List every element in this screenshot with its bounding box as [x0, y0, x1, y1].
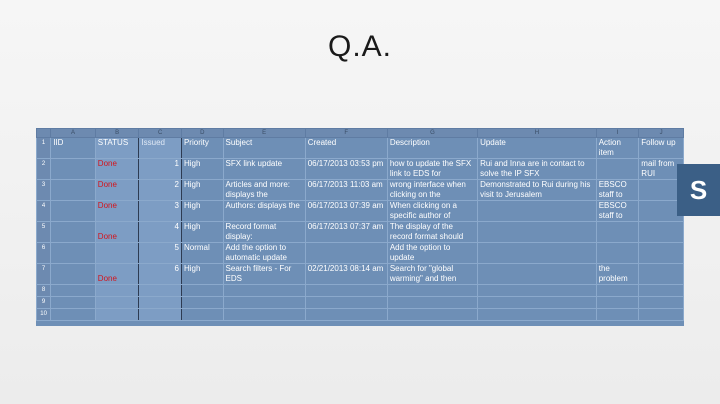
header-cell-id[interactable]: IID	[51, 138, 96, 159]
cell[interactable]	[639, 297, 684, 309]
cell[interactable]	[478, 297, 597, 309]
cell[interactable]	[181, 309, 223, 321]
row-number[interactable]: 2	[37, 159, 51, 180]
issued-cell[interactable]: 3	[139, 201, 182, 222]
cell[interactable]	[596, 297, 639, 309]
status-cell[interactable]	[95, 243, 139, 264]
table-row	[37, 264, 684, 285]
column-letter-row	[37, 129, 684, 138]
priority-cell[interactable]: High	[181, 264, 223, 285]
table-row	[37, 201, 684, 222]
column-letter[interactable]: D	[181, 129, 223, 138]
id-cell[interactable]	[51, 222, 96, 243]
empty-row	[37, 285, 684, 297]
action-cell[interactable]: EBSCO staff to	[596, 201, 639, 222]
cell[interactable]	[139, 285, 182, 297]
cell[interactable]	[95, 297, 139, 309]
row-number[interactable]: 6	[37, 243, 51, 264]
priority-cell[interactable]: High	[181, 159, 223, 180]
header-cell-action[interactable]: Action item	[596, 138, 639, 159]
follow-cell[interactable]: mail from RUI	[639, 159, 684, 180]
column-letter[interactable]: F	[305, 129, 387, 138]
subject-cell[interactable]: Record format display:	[223, 222, 305, 243]
description-cell[interactable]: Add the option to update	[387, 243, 477, 264]
subject-cell[interactable]: Add the option to automatic update	[223, 243, 305, 264]
cell[interactable]	[639, 285, 684, 297]
cell[interactable]	[387, 309, 477, 321]
description-cell[interactable]: Search for "global warming" and then	[387, 264, 477, 285]
row-number[interactable]: 1	[37, 138, 51, 159]
cell[interactable]	[223, 309, 305, 321]
spreadsheet-screenshot	[36, 128, 684, 326]
status-cell[interactable]: Done	[95, 201, 139, 222]
row-number[interactable]: 5	[37, 222, 51, 243]
cell[interactable]	[139, 309, 182, 321]
subject-cell[interactable]: Search filters - For EDS	[223, 264, 305, 285]
id-cell[interactable]	[51, 201, 96, 222]
row-number[interactable]: 7	[37, 264, 51, 285]
column-letter[interactable]: I	[596, 129, 639, 138]
row-number[interactable]: 10	[37, 309, 51, 321]
cell[interactable]	[596, 285, 639, 297]
row-number[interactable]: 3	[37, 180, 51, 201]
action-cell[interactable]	[596, 159, 639, 180]
cell[interactable]	[387, 297, 477, 309]
description-cell[interactable]: When clicking on a specific author of	[387, 201, 477, 222]
column-letter[interactable]: C	[139, 129, 182, 138]
id-cell[interactable]	[51, 159, 96, 180]
cell[interactable]	[139, 297, 182, 309]
issues-table	[36, 128, 684, 321]
cell[interactable]	[596, 309, 639, 321]
update-cell[interactable]	[478, 264, 597, 285]
update-cell[interactable]: Demonstrated to Rui during his visit to Jerusalem	[478, 180, 597, 201]
status-cell[interactable]: Done	[95, 180, 139, 201]
action-cell[interactable]	[596, 243, 639, 264]
description-cell[interactable]: how to update the SFX link to EDS for	[387, 159, 477, 180]
side-badge: S	[677, 164, 720, 216]
action-cell[interactable]	[596, 222, 639, 243]
issued-cell[interactable]: 2	[139, 180, 182, 201]
cell[interactable]	[51, 285, 96, 297]
priority-cell[interactable]: High	[181, 180, 223, 201]
created-cell[interactable]: 06/17/2013 11:03 am	[305, 180, 387, 201]
cell[interactable]	[51, 309, 96, 321]
subject-cell[interactable]: Articles and more: displays the	[223, 180, 305, 201]
cell[interactable]	[305, 309, 387, 321]
id-cell[interactable]	[51, 180, 96, 201]
header-cell-follow[interactable]: Follow up	[639, 138, 684, 159]
created-cell[interactable]: 02/21/2013 08:14 am	[305, 264, 387, 285]
header-cell-issued[interactable]: Issued	[139, 138, 182, 159]
header-cell-subject[interactable]: Subject	[223, 138, 305, 159]
update-cell[interactable]: Rui and Inna are in contact to solve the IP SFX	[478, 159, 597, 180]
created-cell[interactable]: 06/17/2013 03:53 pm	[305, 159, 387, 180]
description-cell[interactable]: wrong interface when clicking on the	[387, 180, 477, 201]
action-cell[interactable]: EBSCO staff to	[596, 180, 639, 201]
cell[interactable]	[639, 309, 684, 321]
update-cell[interactable]	[478, 222, 597, 243]
cell[interactable]	[95, 309, 139, 321]
cell[interactable]	[223, 285, 305, 297]
follow-cell[interactable]	[639, 222, 684, 243]
table-row	[37, 159, 684, 180]
status-cell[interactable]: Done	[95, 159, 139, 180]
column-letter[interactable]: J	[639, 129, 684, 138]
cell[interactable]	[305, 285, 387, 297]
priority-cell[interactable]: High	[181, 201, 223, 222]
status-cell[interactable]: Done	[95, 264, 139, 285]
column-letter[interactable]: H	[478, 129, 597, 138]
issued-cell[interactable]: 5	[139, 243, 182, 264]
id-cell[interactable]	[51, 264, 96, 285]
table-row	[37, 222, 684, 243]
row-number[interactable]: 9	[37, 297, 51, 309]
column-letter[interactable]: G	[387, 129, 477, 138]
empty-row	[37, 297, 684, 309]
created-cell[interactable]	[305, 243, 387, 264]
action-cell[interactable]: the problem	[596, 264, 639, 285]
header-row	[37, 138, 684, 159]
follow-cell[interactable]	[639, 243, 684, 264]
column-letter[interactable]: B	[95, 129, 139, 138]
issued-cell[interactable]: 4	[139, 222, 182, 243]
select-all-corner[interactable]	[37, 129, 51, 138]
table-row	[37, 180, 684, 201]
update-cell[interactable]	[478, 201, 597, 222]
column-letter[interactable]: A	[51, 129, 96, 138]
row-number[interactable]: 4	[37, 201, 51, 222]
subject-cell[interactable]: SFX link update	[223, 159, 305, 180]
cell[interactable]	[387, 285, 477, 297]
subject-cell[interactable]: Authors: displays the	[223, 201, 305, 222]
header-cell-created[interactable]: Created	[305, 138, 387, 159]
cell[interactable]	[51, 297, 96, 309]
priority-cell[interactable]: High	[181, 222, 223, 243]
description-cell[interactable]: The display of the record format should	[387, 222, 477, 243]
column-letter[interactable]: E	[223, 129, 305, 138]
status-cell[interactable]: Done	[95, 222, 139, 243]
priority-cell[interactable]: Normal	[181, 243, 223, 264]
cell[interactable]	[181, 285, 223, 297]
header-cell-update[interactable]: Update	[478, 138, 597, 159]
created-cell[interactable]: 06/17/2013 07:37 am	[305, 222, 387, 243]
cell[interactable]	[305, 297, 387, 309]
cell[interactable]	[223, 297, 305, 309]
issued-cell[interactable]: 6	[139, 264, 182, 285]
id-cell[interactable]	[51, 243, 96, 264]
slide-title: Q.A.	[327, 30, 392, 63]
update-cell[interactable]	[478, 243, 597, 264]
cell[interactable]	[478, 285, 597, 297]
issued-cell[interactable]: 1	[139, 159, 182, 180]
header-cell-description[interactable]: Description	[387, 138, 477, 159]
cell[interactable]	[181, 297, 223, 309]
follow-cell[interactable]	[639, 264, 684, 285]
created-cell[interactable]: 06/17/2013 07:39 am	[305, 201, 387, 222]
cell[interactable]	[95, 285, 139, 297]
cell[interactable]	[478, 309, 597, 321]
row-number[interactable]: 8	[37, 285, 51, 297]
table-row	[37, 243, 684, 264]
empty-row	[37, 309, 684, 321]
header-cell-priority[interactable]: Priority	[181, 138, 223, 159]
header-cell-status[interactable]: STATUS	[95, 138, 139, 159]
